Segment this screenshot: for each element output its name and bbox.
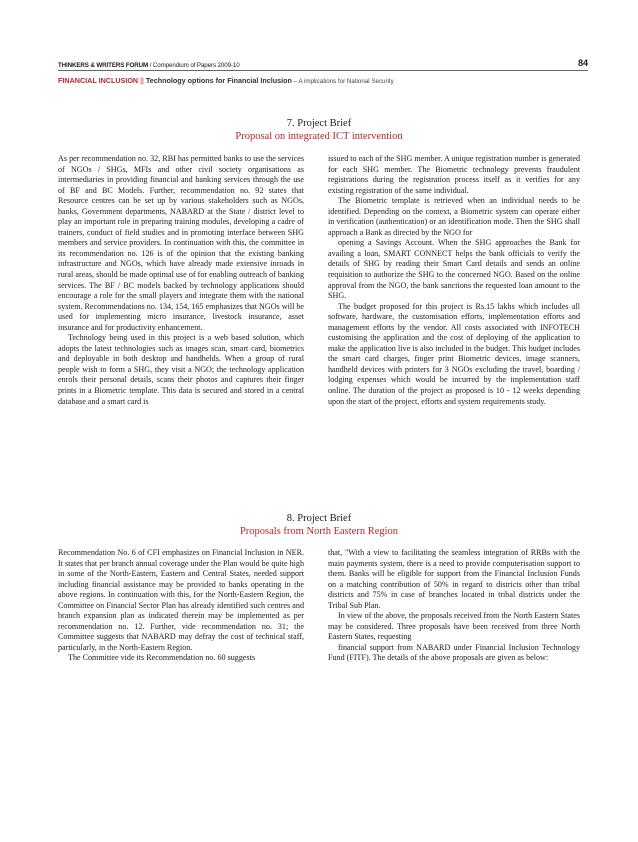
section7-col2-para-4: The budget proposed for this project is Rs.15 lakhs which includes all software, hardware, the customisation efforts, implementation efforts and management efforts by the vendor. All costs associated with INFOTECH customising the application and the cost of deploying of the application to make the application live is also included in the budget. This budget includes the smart card charges, finger print Biometric devices, image scanners, handheld devices with printers for 3 NGOs excluding the travel, boarding / lodging expenses which would be incurred by the implementation staff online. The duration of the project as proposed is 10 - 12 weeks depending upon the start of the project, efforts and system requirements study. [328,301,580,406]
section8-column-left [58,548,304,664]
subtitle-implications: – A implications for National Security [291,78,394,85]
section8-column-right [328,548,580,664]
section7-number: 7. Project Brief [286,118,352,129]
section8-heading [0,512,638,538]
forum-compendium: / Compendium of Papers 2009-10 [148,62,240,69]
forum-line [58,62,240,69]
subtitle-financial-inclusion: FINANCIAL INCLUSION [58,76,139,85]
section8-title: Proposals from North Eastern Region [239,526,399,537]
subtitle-tech-options: Technology options for Financial Inclusion [145,76,292,85]
section8-col1-para-1: Recommendation No. 6 of CFI emphasizes on Financial Inclusion in NER. It states that per branch annual coverage under the Plan would be quite high in some of the North-Eastern, Eastern and Central States, needed support including financial assistance may be provided to banks operating in the above regions. In continuation with this, for the North-Eastern Region, the Committee on Financial Sector Plan has already identified such centres and branch expansion plan as indicated therein may be implemented as per recommendation no. 12. Further, vide recommendation no. 31; the Committee suggests that NABARD may defray the cost of technical staff, particularly, in the North-Eastern Region. [58,548,304,652]
running-subtitle [58,76,394,85]
forum-name: THINKERS & WRITERS FORUM [58,62,149,69]
section7-title: Proposal on integrated ICT intervention [235,131,403,142]
section8-number: 8. Project Brief [286,513,352,524]
section7-col1-para-2: Technology being used in this project is a web based solution, which adopts the latest technologies such as images scan, smart card, biometrics and deployable in both desktop and handhelds. When a group of rural people wish to form a SHG, they visit a NGO; the technology application enrols their personal details, scans their photos and captures their finger prints in a Biometric template. This data is secured and stored in a central database and a smart card is [58,333,304,406]
section7-column-right [328,154,580,407]
section7-heading [0,117,638,143]
section8-col2-para-3: financial support from NABARD under Financial Inclusion Technology Fund (FITF). The details of the above proposals are given as below: [328,642,580,663]
section8-col2-para-1: that, "With a view to facilitating the seamless integration of RRBs with the main payments system, there is a need to provide computerisation support to them. Banks will be eligible for support from the Financial Inclusion Funds on a matching contribution of 50% in regard to districts other than tribal districts and 75% in case of branches located in tribal districts under the Tribal Sub Plan. [328,548,580,610]
subtitle-separator: || [138,76,146,85]
section8-col2-para-2: In view of the above, the proposals received from the North Eastern States may be considered. Three proposals have been received from three North Eastern States, requesting [328,611,580,642]
section8-col1-para-2: The Committee vide its Recommendation no. 60 suggests [68,653,256,663]
header-rule [58,70,588,71]
section7-column-left [58,154,304,407]
section7-col1-para-1: As per recommendation no. 32, RBI has permitted banks to use the services of NGOs / SHGs, MFIs and other civil society organisations as intermediaries in providing financial and banking services through the use of BF and BC Models. Further, recommendation no. 92 states that Resource centres can be set up by various stakeholders such as NGOs, banks, Government departments, NABARD at the State / district level to play an important role in preparing training modules, developing a cadre of trainers, conduct of field studies and in promoting interface between SHG members and service providers. In continuation with this, the committee in its recommendation no. 126 is of the opinion that the existing banking infrastructure and NGOs, which have already made extensive inroads in rural areas, should be made optimal use of for enabling outreach of banking services. The BF / BC models backed by technology applications should encourage a role for the small players and integrate them with the national system. Recommendations no. 134, 154, 165 emphasizes that NGOs will be used for implementing micro insurance, livestock insurance, asset insurance and for productivity enhancement. [58,154,304,332]
page-number: 84 [577,58,588,68]
section7-col2-para-3: opening a Savings Account. When the SHG approaches the Bank for availing a loan, SMART CONNECT helps the bank officials to verify the details of SHG by reading their Smart Card details and sends an online requisition to authorize the SHG to the concerned NGO. Based on the online approval from the NGO, the bank sanctions the requested loan amount to the SHG. [328,238,580,301]
section7-col2-para-2: The Biometric template is retrieved when an individual needs to be identified. Depending on the context, a Biometric system can operate either in verification (authentication) or an identification mode. Then the SHG shall approach a Bank as directed by the NGO for [328,196,580,237]
section7-col2-para-1: issued to each of the SHG member. A unique registration number is generated for each SHG member. The Biometric technology prevents fraudulent registrations during the registration process itself as it verifies for any existing registration of the same individual. [328,154,580,195]
